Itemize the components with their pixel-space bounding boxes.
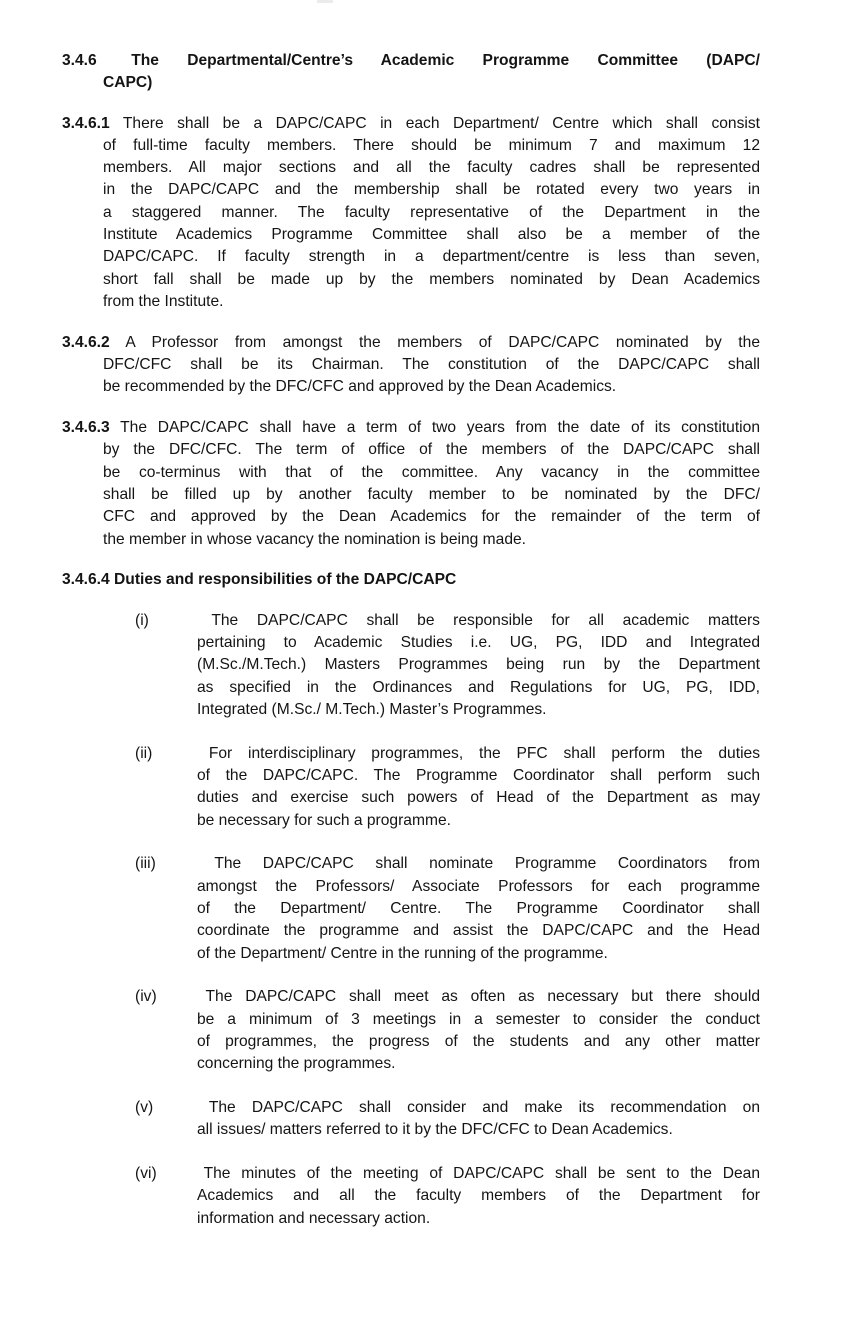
item-marker: (iv) — [135, 988, 157, 1006]
text-line: in the DAPC/CAPC and the membership shall be rotated every two years in — [103, 181, 760, 199]
text-line: of the DAPC/CAPC. The Programme Coordinator shall perform such — [197, 767, 760, 785]
item-marker: (iii) — [135, 855, 156, 873]
item-marker: (i) — [135, 611, 149, 629]
section-number: 3.4.6.3 — [62, 419, 110, 437]
text-line: a staggered manner. The faculty representative of the Department in the — [103, 203, 760, 221]
text-line: be necessary for such a programme. — [197, 811, 451, 829]
list-item-(iii) — [62, 853, 760, 964]
text-line: pertaining to Academic Studies i.e. UG, PG, IDD and Integrated — [197, 634, 760, 652]
list-item-(ii) — [62, 743, 760, 832]
section-3.4.6.3 — [62, 417, 760, 551]
text-line: information and necessary action. — [197, 1209, 431, 1227]
text-line: Integrated (M.Sc./ M.Tech.) Master’s Programmes. — [197, 700, 547, 718]
text-line — [62, 50, 760, 72]
text-line: of programmes, the progress of the students and any other matter — [197, 1032, 760, 1050]
text-line: (M.Sc./M.Tech.) Masters Programmes being run by the Department — [197, 656, 760, 674]
text-line: DAPC/CAPC. If faculty strength in a department/centre is less than seven, — [103, 248, 760, 266]
text-line — [135, 1163, 760, 1185]
text-line: by the DFC/CFC. The term of office of the members of the DAPC/CAPC shall — [103, 441, 760, 459]
line-text: There shall be a DAPC/CAPC in each Department/ Centre which shall consist — [122, 114, 760, 132]
section-number: 3.4.6.2 — [62, 333, 110, 351]
text-line: CFC and approved by the Dean Academics for the remainder of the term of — [103, 508, 760, 526]
text-line: Academics and all the faculty members of the Department for — [197, 1187, 760, 1205]
text-line: DFC/CFC shall be its Chairman. The constitution of the DAPC/CAPC shall — [103, 356, 760, 374]
section-3.4.6.1 — [62, 113, 760, 314]
text-line: of full-time faculty members. There should be minimum 7 and maximum 12 — [103, 136, 760, 154]
section-3.4.6 — [62, 50, 760, 95]
text-line: as specified in the Ordinances and Regulations for UG, PG, IDD, — [197, 678, 760, 696]
text-line — [62, 113, 760, 135]
line-text: The DAPC/CAPC shall have a term of two years from the date of its constitution — [120, 419, 760, 437]
line-text: The Departmental/Centre’s Academic Programme Committee (DAPC/ — [131, 52, 760, 69]
section-number: 3.4.6.1 — [62, 114, 110, 132]
line-text: A Professor from amongst the members of DAPC/CAPC nominated by the — [125, 333, 760, 351]
line-text: Duties and responsibilities of the DAPC/CAPC — [114, 571, 457, 589]
text-line: of the Department/ Centre in the running of the programme. — [197, 944, 608, 962]
text-line: members. All major sections and all the faculty cadres shall be represented — [103, 159, 760, 177]
text-line: the member in whose vacancy the nomination is being made. — [103, 530, 526, 548]
text-line: of the Department/ Centre. The Programme Coordinator shall — [197, 900, 760, 917]
list-item-(i) — [62, 610, 760, 721]
text-line — [135, 853, 760, 875]
item-marker: (ii) — [135, 744, 153, 762]
text-line: be co-terminus with that of the committee. Any vacancy in the committee — [103, 463, 760, 481]
line-text: For interdisciplinary programmes, the PFC shall perform the duties — [208, 744, 760, 762]
text-line — [62, 332, 760, 354]
list-item-(v) — [62, 1097, 760, 1142]
text-line: CAPC) — [103, 74, 153, 92]
line-text: The minutes of the meeting of DAPC/CAPC shall be sent to the Dean — [203, 1165, 760, 1183]
text-line — [135, 610, 760, 632]
list-item-(vi) — [62, 1163, 760, 1230]
text-line — [135, 1097, 760, 1119]
line-text: The DAPC/CAPC shall nominate Programme Coordinators from — [214, 855, 760, 873]
text-line — [135, 743, 760, 765]
text-line — [135, 986, 760, 1008]
text-line: short fall shall be made up by the members nominated by Dean Academics — [103, 270, 760, 288]
text-line: all issues/ matters referred to it by the DFC/CFC to Dean Academics. — [197, 1121, 673, 1139]
text-line: amongst the Professors/ Associate Professors for each programme — [197, 877, 760, 895]
section-3.4.6.4 — [62, 569, 760, 591]
text-line: shall be filled up by another faculty member to be nominated by the DFC/ — [103, 486, 760, 504]
text-line: be a minimum of 3 meetings in a semester to consider the conduct — [197, 1010, 760, 1028]
line-text: The DAPC/CAPC shall meet as often as necessary but there should — [205, 988, 760, 1006]
section-number: 3.4.6.4 — [62, 571, 110, 589]
item-marker: (v) — [135, 1099, 154, 1117]
section-3.4.6.2 — [62, 332, 760, 399]
text-line: duties and exercise such powers of Head of the Department as may — [197, 789, 760, 807]
text-line: from the Institute. — [103, 292, 224, 310]
text-line: be recommended by the DFC/CFC and approved by the Dean Academics. — [103, 378, 617, 396]
text-line: Institute Academics Programme Committee shall also be a member of the — [103, 226, 760, 244]
line-text: The DAPC/CAPC shall be responsible for all academic matters — [211, 611, 760, 629]
line-text: The DAPC/CAPC shall consider and make its recommendation on — [208, 1099, 760, 1117]
text-line: concerning the programmes. — [197, 1055, 396, 1073]
text-line — [62, 569, 760, 591]
item-marker: (vi) — [135, 1165, 157, 1183]
list-item-(iv) — [62, 986, 760, 1075]
section-number: 3.4.6 — [62, 52, 97, 69]
text-line — [62, 417, 760, 439]
text-line: coordinate the programme and assist the DAPC/CAPC and the Head — [197, 922, 760, 940]
